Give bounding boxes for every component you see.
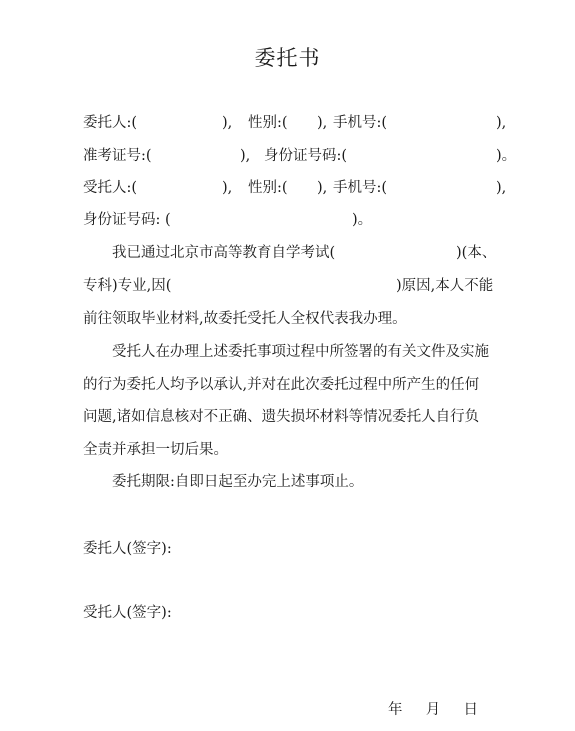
ack-line-1: 受托人在办理上述委托事项过程中所签署的有关文件及实施 [112, 344, 489, 360]
ack-line-3: 问题,诸如信息核对不正确、遗失损坏材料等情况委托人自行负 [83, 409, 480, 425]
entrustor-label: 委托人:( [83, 115, 138, 131]
statement-line-1a: 我已通过北京市高等教育自学考试( [112, 245, 336, 261]
ack-line-4: 全责并承担一切后果。 [83, 442, 228, 458]
exam-id-close: ), [240, 148, 251, 164]
date-month-label: 月 [425, 702, 441, 718]
trustee-phone-label: 手机号:( [333, 180, 388, 196]
statement-line-2b: )原因,本人不能 [396, 278, 494, 294]
term-paragraph: 委托期限:自即日起至办完上述事项止。 [112, 474, 364, 490]
date-line [388, 700, 478, 720]
document-title: 委托书 [254, 46, 321, 70]
date-day-label: 日 [463, 702, 478, 718]
trustee-close: ), [222, 180, 233, 196]
exam-id-label: 准考证号:( [83, 148, 152, 164]
statement-line-1b: )(本、 [456, 245, 497, 261]
entrustor-close: ), [222, 115, 233, 131]
entrustor-phone-label: 手机号:( [333, 115, 388, 131]
entrustor-id-close: )。 [496, 148, 517, 164]
entrustor-phone-close: ), [496, 115, 507, 131]
entrustor-id-label: 身份证号码:( [264, 148, 348, 164]
statement-line-3: 前往领取毕业材料,故委托受托人全权代表我办理。 [83, 311, 407, 327]
entrustor-gender-label: 性别:( [248, 115, 288, 131]
trustee-signature-label: 受托人(签字): [83, 605, 172, 621]
trustee-id-label: 身份证号码: ( [83, 212, 171, 228]
entrustor-gender-close: ), [317, 115, 328, 131]
statement-line-2a: 专科)专业,因( [83, 278, 172, 294]
trustee-phone-close: ), [496, 180, 507, 196]
trustee-gender-close: ), [317, 180, 328, 196]
trustee-gender-label: 性别:( [248, 180, 288, 196]
date-year-label: 年 [388, 702, 403, 718]
trustee-id-close: )。 [352, 212, 373, 228]
trustee-label: 受托人:( [83, 180, 138, 196]
ack-line-2: 的行为委托人均予以承认,并对在此次委托过程中所产生的任何 [83, 377, 480, 393]
entrustor-signature-label: 委托人(签字): [83, 541, 172, 557]
